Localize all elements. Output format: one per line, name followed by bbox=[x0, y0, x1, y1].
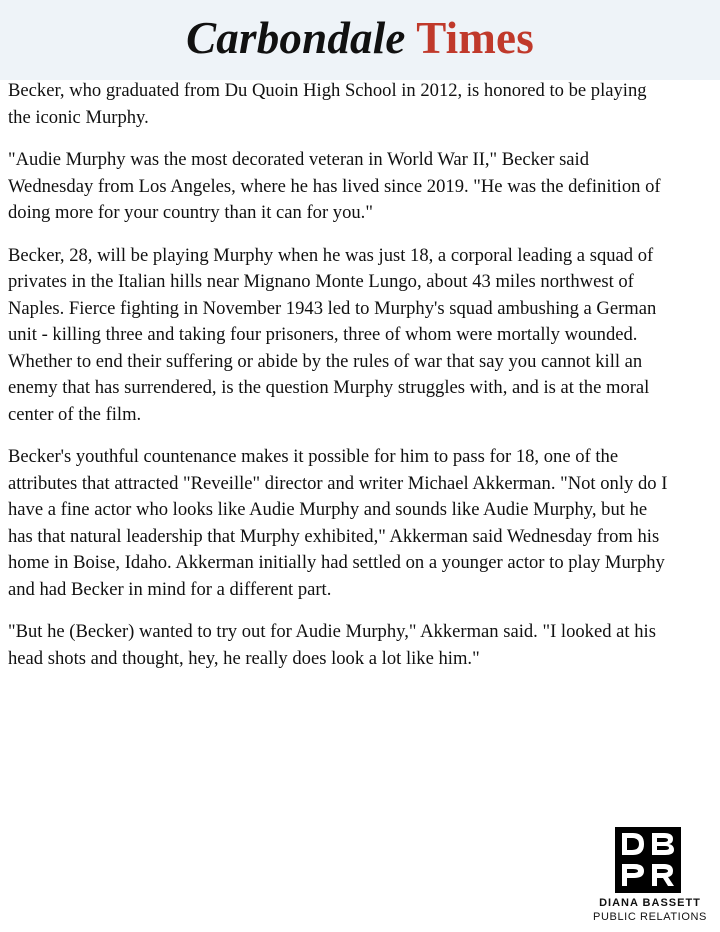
masthead-title-carbondale: Carbondale bbox=[186, 13, 406, 63]
dbpr-monogram-icon bbox=[615, 827, 681, 893]
article-paragraph: Becker, 28, will be playing Murphy when he was just 18, a corporal leading a squad of privates in the Italian hills near Mignano Monte Lungo, about 43 miles northwest of Naples. Fierce fighting in November 1943 led to Murphy's squad ambushing a German unit - killing three and taking four prisoners, three of whom were mortally wounded. Whether to end their suffering or abide by the rules of war that say you cannot kill an enemy that has surrendered, is the question Murphy struggles with, and is at the moral center of the film. bbox=[8, 244, 657, 425]
dbpr-logo bbox=[585, 827, 715, 927]
masthead bbox=[0, 0, 720, 80]
dbpr-logo-mark bbox=[615, 827, 681, 893]
logo-tagline: PUBLIC RELATIONS bbox=[593, 911, 707, 923]
masthead-title bbox=[186, 12, 534, 64]
article-body bbox=[8, 78, 668, 688]
article-paragraph: "Audie Murphy was the most decorated veteran in World War II," Becker said Wednesday from Los Angeles, where he has lived since 2019. "He was the definition of doing more for your country than it can for you." bbox=[8, 149, 661, 223]
masthead-title-times: Times bbox=[416, 13, 534, 63]
logo-name: DIANA BASSETT bbox=[599, 897, 701, 909]
article-paragraph: "But he (Becker) wanted to try out for Audie Murphy," Akkerman said. "I looked at his head shots and thought, hey, he really does look a lot like him." bbox=[8, 621, 656, 669]
article-paragraph: Becker's youthful countenance makes it possible for him to pass for 18, one of the attributes that attracted "Reveille" director and writer Michael Akkerman. "Not only do I have a fine actor who looks like Audie Murphy and sounds like Audie Murphy, but he has that natural leadership that Murphy exhibited," Akkerman said Wednesday from his home in Boise, Idaho. Akkerman initially had settled on a younger actor to play Murphy and had Becker in mind for a different part. bbox=[8, 446, 668, 600]
article-paragraph: Becker, who graduated from Du Quoin High School in 2012, is honored to be playing the iconic Murphy. bbox=[8, 80, 647, 128]
